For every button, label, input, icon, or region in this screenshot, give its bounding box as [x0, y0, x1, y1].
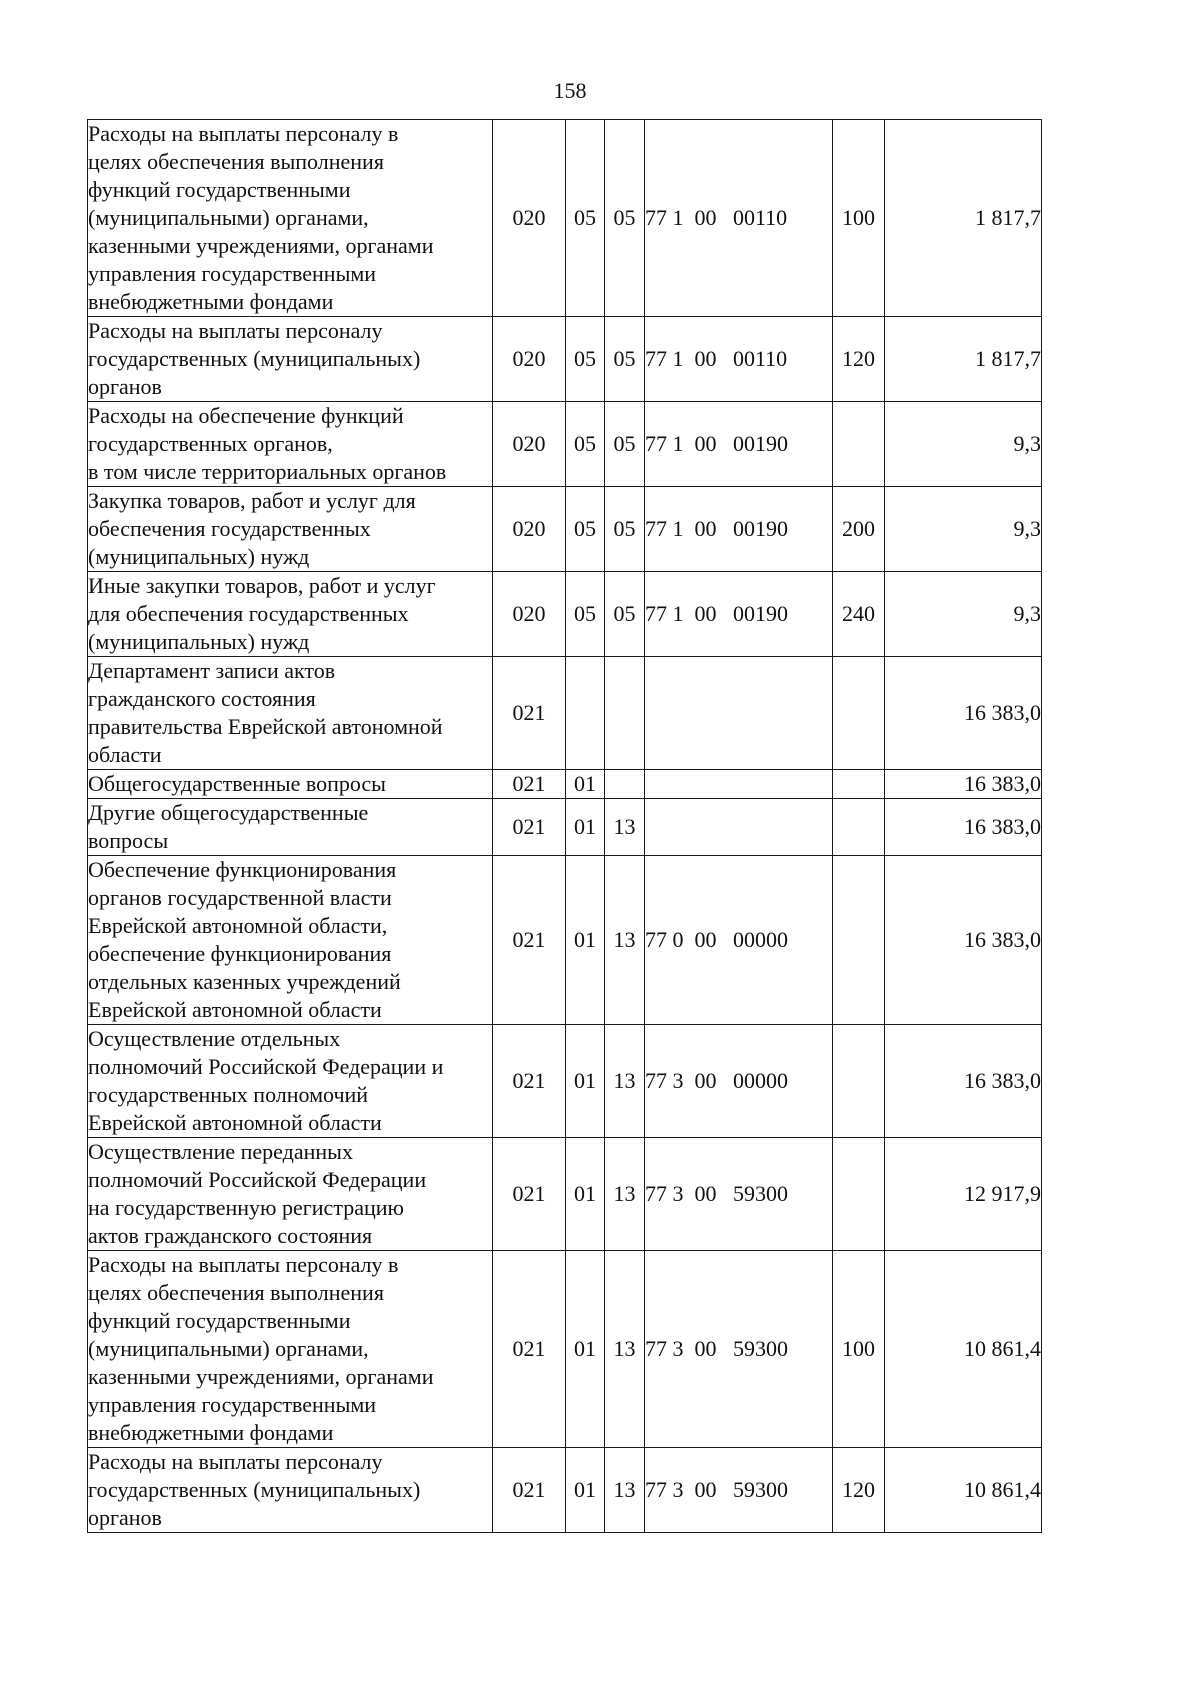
expense-type-cell: 120	[833, 317, 885, 402]
department-code-cell: 021	[493, 856, 566, 1025]
section-code-cell: 01	[566, 1025, 605, 1138]
department-code-cell: 021	[493, 1138, 566, 1251]
expense-name-cell: Расходы на выплаты персоналу в целях обеспечения выполнения функций государственными (муниципальными) органами, казенными учреждениями, органами управления государственными внебюджетными фондами	[88, 1251, 493, 1448]
amount-cell: 16 383,0	[885, 770, 1042, 799]
table-row	[88, 856, 1042, 1025]
subsection-code-cell: 13	[605, 856, 645, 1025]
expense-name-cell: Департамент записи актов гражданского состояния правительства Еврейской автономной области	[88, 657, 493, 770]
section-code-cell: 01	[566, 1448, 605, 1533]
table-row	[88, 402, 1042, 487]
expense-name-cell: Закупка товаров, работ и услуг для обеспечения государственных (муниципальных) нужд	[88, 487, 493, 572]
subsection-code-cell: 05	[605, 120, 645, 317]
section-code-cell: 01	[566, 856, 605, 1025]
table-row	[88, 1025, 1042, 1138]
subsection-code-cell	[605, 657, 645, 770]
department-code-cell: 020	[493, 120, 566, 317]
target-article-cell: 77 1 00 00190	[645, 572, 833, 657]
budget-table	[87, 119, 1042, 1533]
department-code-cell: 020	[493, 487, 566, 572]
amount-cell: 12 917,9	[885, 1138, 1042, 1251]
section-code-cell: 05	[566, 487, 605, 572]
target-article-cell	[645, 799, 833, 856]
target-article-cell: 77 1 00 00110	[645, 120, 833, 317]
section-code-cell: 05	[566, 572, 605, 657]
department-code-cell: 021	[493, 799, 566, 856]
table-row	[88, 572, 1042, 657]
expense-type-cell	[833, 770, 885, 799]
table-row	[88, 487, 1042, 572]
target-article-cell: 77 3 00 59300	[645, 1448, 833, 1533]
section-code-cell: 05	[566, 317, 605, 402]
amount-cell: 9,3	[885, 402, 1042, 487]
section-code-cell: 01	[566, 799, 605, 856]
table-row	[88, 120, 1042, 317]
subsection-code-cell: 05	[605, 487, 645, 572]
amount-cell: 16 383,0	[885, 1025, 1042, 1138]
amount-cell: 10 861,4	[885, 1448, 1042, 1533]
subsection-code-cell: 05	[605, 402, 645, 487]
section-code-cell: 01	[566, 1138, 605, 1251]
expense-name-cell: Общегосударственные вопросы	[88, 770, 493, 799]
subsection-code-cell: 13	[605, 1448, 645, 1533]
target-article-cell: 77 3 00 00000	[645, 1025, 833, 1138]
section-code-cell: 01	[566, 1251, 605, 1448]
amount-cell: 16 383,0	[885, 799, 1042, 856]
expense-name-cell: Обеспечение функционирования органов государственной власти Еврейской автономной области, обеспечение функционирования отдельных казенных учреждений Еврейской автономной области	[88, 856, 493, 1025]
amount-cell: 16 383,0	[885, 856, 1042, 1025]
amount-cell: 1 817,7	[885, 120, 1042, 317]
target-article-cell: 77 1 00 00110	[645, 317, 833, 402]
expense-type-cell: 240	[833, 572, 885, 657]
expense-name-cell: Осуществление переданных полномочий Российской Федерации на государственную регистрацию актов гражданского состояния	[88, 1138, 493, 1251]
expense-name-cell: Осуществление отдельных полномочий Российской Федерации и государственных полномочий Еврейской автономной области	[88, 1025, 493, 1138]
expense-type-cell	[833, 402, 885, 487]
target-article-cell: 77 3 00 59300	[645, 1251, 833, 1448]
subsection-code-cell	[605, 770, 645, 799]
section-code-cell: 05	[566, 120, 605, 317]
expense-type-cell: 100	[833, 1251, 885, 1448]
table-row	[88, 1251, 1042, 1448]
department-code-cell: 020	[493, 402, 566, 487]
page-number: 158	[553, 78, 587, 103]
subsection-code-cell: 05	[605, 317, 645, 402]
expense-type-cell	[833, 657, 885, 770]
table-row	[88, 317, 1042, 402]
subsection-code-cell: 13	[605, 1138, 645, 1251]
expense-type-cell: 200	[833, 487, 885, 572]
department-code-cell: 020	[493, 572, 566, 657]
department-code-cell: 021	[493, 770, 566, 799]
expense-name-cell: Расходы на выплаты персоналу государственных (муниципальных) органов	[88, 1448, 493, 1533]
amount-cell: 9,3	[885, 487, 1042, 572]
target-article-cell	[645, 770, 833, 799]
table-row	[88, 657, 1042, 770]
section-code-cell	[566, 657, 605, 770]
subsection-code-cell: 13	[605, 1251, 645, 1448]
department-code-cell: 021	[493, 1025, 566, 1138]
expense-name-cell: Другие общегосударственные вопросы	[88, 799, 493, 856]
expense-type-cell: 120	[833, 1448, 885, 1533]
amount-cell: 16 383,0	[885, 657, 1042, 770]
subsection-code-cell: 05	[605, 572, 645, 657]
section-code-cell: 01	[566, 770, 605, 799]
expense-type-cell: 100	[833, 120, 885, 317]
table-row	[88, 799, 1042, 856]
expense-name-cell: Иные закупки товаров, работ и услуг для обеспечения государственных (муниципальных) нужд	[88, 572, 493, 657]
expense-name-cell: Расходы на выплаты персоналу в целях обеспечения выполнения функций государственными (муниципальными) органами, казенными учреждениями, органами управления государственными внебюджетными фондами	[88, 120, 493, 317]
target-article-cell: 77 1 00 00190	[645, 402, 833, 487]
target-article-cell	[645, 657, 833, 770]
target-article-cell: 77 3 00 59300	[645, 1138, 833, 1251]
department-code-cell: 021	[493, 657, 566, 770]
department-code-cell: 021	[493, 1448, 566, 1533]
target-article-cell: 77 0 00 00000	[645, 856, 833, 1025]
subsection-code-cell: 13	[605, 799, 645, 856]
table-row	[88, 1448, 1042, 1533]
target-article-cell: 77 1 00 00190	[645, 487, 833, 572]
amount-cell: 9,3	[885, 572, 1042, 657]
amount-cell: 1 817,7	[885, 317, 1042, 402]
expense-type-cell	[833, 1025, 885, 1138]
section-code-cell: 05	[566, 402, 605, 487]
expense-name-cell: Расходы на обеспечение функций государственных органов, в том числе территориальных органов	[88, 402, 493, 487]
department-code-cell: 021	[493, 1251, 566, 1448]
table-row	[88, 1138, 1042, 1251]
expense-type-cell	[833, 856, 885, 1025]
table-row	[88, 770, 1042, 799]
department-code-cell: 020	[493, 317, 566, 402]
expense-type-cell	[833, 799, 885, 856]
expense-name-cell: Расходы на выплаты персоналу государственных (муниципальных) органов	[88, 317, 493, 402]
subsection-code-cell: 13	[605, 1025, 645, 1138]
amount-cell: 10 861,4	[885, 1251, 1042, 1448]
expense-type-cell	[833, 1138, 885, 1251]
